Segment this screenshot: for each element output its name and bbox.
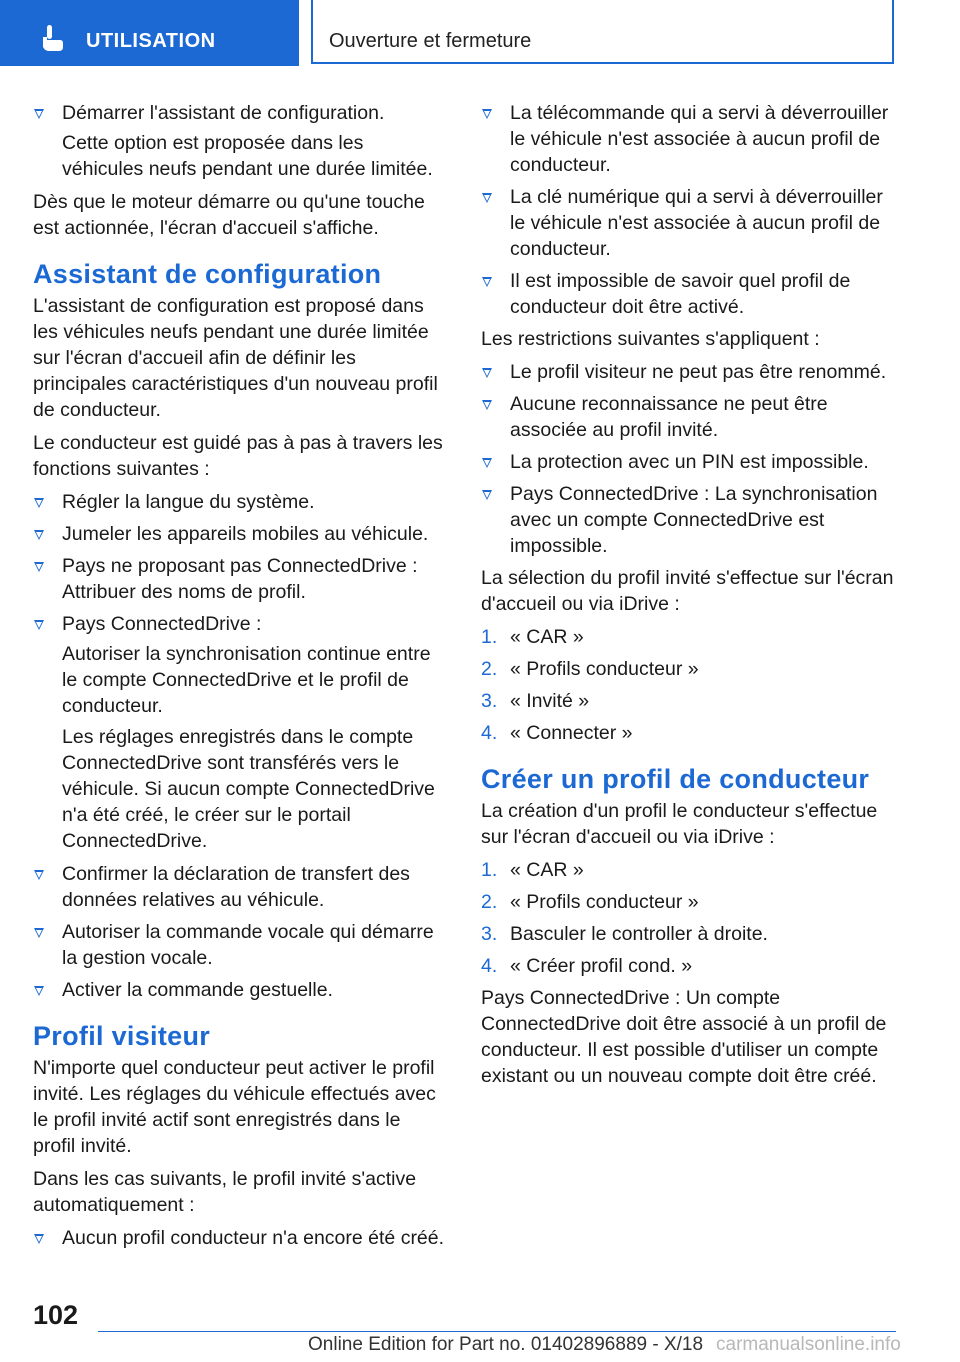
bullet-triangle-icon [34, 562, 44, 572]
bullet-triangle-icon [482, 400, 492, 410]
item-note: Les réglages enregistrés dans le compte ConnectedDrive sont transférés vers le véhicule. Si aucun compte ConnectedDrive n'a été créé, le créer sur le portail ConnectedDrive. [62, 726, 435, 852]
step-item: 3. « Invité » [481, 690, 590, 712]
step-number: 2. [481, 891, 498, 913]
step-item: 3. Basculer le controller à droite. [481, 923, 768, 945]
chapter-box [311, 0, 894, 64]
paragraph: Les restrictions suivantes s'appliquent : [481, 328, 820, 350]
list-item: Pays ConnectedDrive : La synchronisation avec un compte ConnectedDrive est impossible. [481, 481, 901, 559]
bullet-triangle-icon [34, 986, 44, 996]
heading-assistant: Assistant de configuration [33, 259, 382, 289]
heading-create-profile: Créer un profil de conducteur [481, 764, 870, 794]
bullet-triangle-icon [482, 458, 492, 468]
bullet-triangle-icon [34, 498, 44, 508]
step-number: 4. [481, 955, 498, 977]
step-item: 4. « Connecter » [481, 722, 633, 744]
bullet-triangle-icon [482, 277, 492, 287]
list-item: Pays ConnectedDrive : [33, 611, 448, 637]
list-item: La télécommande qui a servi à déverrouiller le véhicule n'est associée à aucun profil de conducteur. [481, 100, 901, 178]
paragraph: N'importe quel conducteur peut activer le profil invité. Les réglages du véhicule effectués avec le profil invité actif sont enregistrés dans le profil invité. [33, 1057, 436, 1157]
list-item: Aucun profil conducteur n'a encore été créé. [33, 1225, 448, 1251]
list-item: Pays ne proposant pas ConnectedDrive : Attribuer des noms de profil. [33, 553, 448, 605]
step-number: 4. [481, 722, 498, 744]
footer-divider [98, 1331, 896, 1332]
list-item: Autoriser la commande vocale qui démarre la gestion vocale. [33, 919, 448, 971]
heading-visitor-profile: Profil visiteur [33, 1021, 211, 1051]
list-item: La clé numérique qui a servi à déverrouiller le véhicule n'est associée à aucun profil de conducteur. [481, 184, 901, 262]
paragraph: La création d'un profil le conducteur s'effectue sur l'écran d'accueil ou via iDrive : [481, 800, 878, 848]
paragraph: Dans les cas suivants, le profil invité s'active automatiquement : [33, 1168, 417, 1216]
page-number: 102 [33, 1300, 79, 1330]
hand-pointer-icon [40, 24, 64, 52]
watermark: carmanualsonline.info [716, 1334, 901, 1355]
section-title: UTILISATION [86, 30, 216, 52]
list-item: Démarrer l'assistant de configuration. [33, 100, 448, 126]
bullet-triangle-icon [34, 870, 44, 880]
list-item: Il est impossible de savoir quel profil de conducteur doit être activé. [481, 268, 901, 320]
section-tab [0, 0, 299, 66]
item-note: Cette option est proposée dans les véhicules neufs pendant une durée limitée. [62, 132, 433, 180]
list-item: Le profil visiteur ne peut pas être renommé. [481, 359, 901, 385]
bullet-triangle-icon [482, 109, 492, 119]
step-number: 1. [481, 626, 498, 648]
bullet-triangle-icon [34, 109, 44, 119]
list-item: La protection avec un PIN est impossible. [481, 449, 901, 475]
item-note: Autoriser la synchronisation continue entre le compte ConnectedDrive et le profil de conducteur. [62, 643, 431, 717]
step-number: 3. [481, 690, 498, 712]
list-item: Activer la commande gestuelle. [33, 977, 448, 1003]
step-number: 3. [481, 923, 498, 945]
bullet-triangle-icon [34, 620, 44, 630]
paragraph: Pays ConnectedDrive : Un compte ConnectedDrive doit être associé à un profil de conducteur. Il est possible d'utiliser un compte existant ou un nouveau compte doit être créé. [481, 987, 887, 1087]
list-item: Aucune reconnaissance ne peut être associée au profil invité. [481, 391, 901, 443]
left-column [33, 100, 448, 1257]
paragraph: Le conducteur est guidé pas à pas à travers les fonctions suivantes : [33, 432, 443, 480]
list-item: Régler la langue du système. [33, 489, 448, 515]
list-item: Jumeler les appareils mobiles au véhicule. [33, 521, 448, 547]
step-item: 2. « Profils conducteur » [481, 658, 699, 680]
step-item: 4. « Créer profil cond. » [481, 955, 693, 977]
bullet-triangle-icon [34, 1234, 44, 1244]
paragraph: Dès que le moteur démarre ou qu'une touche est actionnée, l'écran d'accueil s'affiche. [33, 191, 425, 239]
list-item: Confirmer la déclaration de transfert des données relatives au véhicule. [33, 861, 448, 913]
bullet-triangle-icon [482, 368, 492, 378]
bullet-triangle-icon [482, 490, 492, 500]
paragraph: L'assistant de configuration est proposé dans les véhicules neufs pendant une durée limitée sur l'écran d'accueil afin de définir les principales caractéristiques d'un nouveau profil de conducteur. [33, 295, 438, 421]
paragraph: La sélection du profil invité s'effectue sur l'écran d'accueil ou via iDrive : [481, 567, 894, 615]
edition-text: Online Edition for Part no. 01402896889 - X/18 [308, 1334, 704, 1355]
step-number: 1. [481, 859, 498, 881]
step-item: 1. « CAR » [481, 859, 584, 881]
step-item: 2. « Profils conducteur » [481, 891, 699, 913]
step-item: 1. « CAR » [481, 626, 584, 648]
bullet-triangle-icon [34, 530, 44, 540]
bullet-triangle-icon [482, 193, 492, 203]
step-number: 2. [481, 658, 498, 680]
chapter-title: Ouverture et fermeture [329, 30, 532, 52]
bullet-triangle-icon [34, 928, 44, 938]
right-column [481, 100, 901, 1096]
